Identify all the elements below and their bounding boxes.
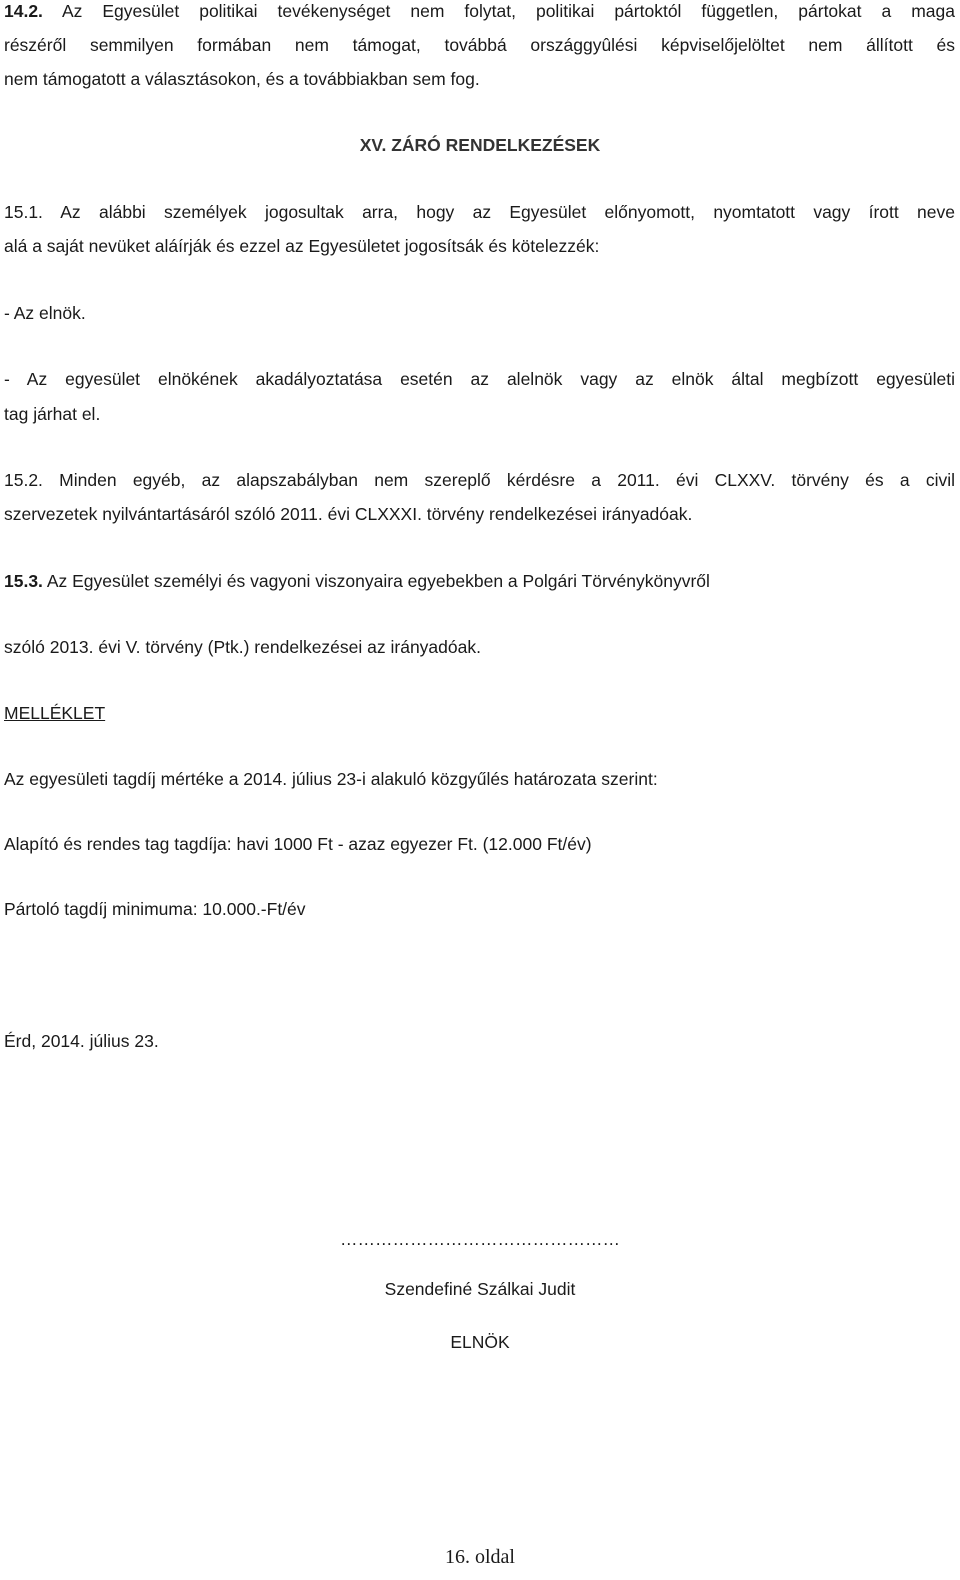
paragraph-14-2-line-1 [4,0,955,22]
paragraph-15-1-line-2: alá a saját nevüket aláírják és ezzel az Egyesületet jogosítsák és kötelezzék: [4,236,600,256]
paragraph-15-1-line-1: 15.1. Az alábbi személyek jogosultak arra, hogy az Egyesület előnyomott, nyomtatott vagy írott neve [4,202,955,222]
list-item-alelnok-line-2: tag járhat el. [4,404,101,424]
paragraph-number: 15.3. [4,571,43,591]
paragraph-15-2-line-1: 15.2. Minden egyéb, az alapszabályban nem szereplő kérdésre a 2011. évi CLXXV. törvény és a civil [4,470,955,490]
list-item-elnok: - Az elnök. [4,303,86,323]
paragraph-14-2-line-3: nem támogatott a választásokon, és a továbbiakban sem fog. [4,69,480,89]
signatory-name: Szendefiné Szálkai Judit [384,1279,576,1299]
list-item-alelnok-line-1: - Az egyesület elnökének akadályoztatása esetén az alelnök vagy az elnök által megbízott egyesületi [4,369,955,389]
supporting-member-fee: Pártoló tagdíj minimuma: 10.000.-Ft/év [4,899,306,919]
paragraph-15-2-line-2: szervezetek nyilvántartásáról szóló 2011. évi CLXXXI. törvény rendelkezései irányadóak. [4,504,693,524]
paragraph-14-2-line-2: részéről semmilyen formában nem támogat, továbbá országgyûlési képviselőjelöltet nem állított és [4,35,955,55]
place-and-date: Érd, 2014. július 23. [4,1031,159,1051]
paragraph-15-3-line-2: szóló 2013. évi V. törvény (Ptk.) rendelkezései az irányadóak. [4,637,481,657]
paragraph-number: 14.2. [4,1,43,21]
founding-member-fee: Alapító és rendes tag tagdíja: havi 1000 Ft - azaz egyezer Ft. (12.000 Ft/év) [4,834,592,854]
signature-line: ………………………………………… [340,1229,620,1249]
fee-intro: Az egyesületi tagdíj mértéke a 2014. július 23-i alakuló közgyűlés határozata szerint: [4,769,658,789]
signatory-title: ELNÖK [450,1332,510,1352]
section-heading: XV. ZÁRÓ RENDELKEZÉSEK [359,135,601,155]
paragraph-text: Az Egyesület személyi és vagyoni viszonyaira egyebekben a Polgári Törvénykönyvről [42,571,710,591]
page-number: 16. oldal [445,1546,515,1568]
paragraph-text: Az Egyesület politikai tevékenységet nem folytat, politikai pártoktól független, pártokat a maga [42,1,955,21]
annex-heading: MELLÉKLET [4,703,106,723]
paragraph-15-3-line-1 [4,570,710,592]
